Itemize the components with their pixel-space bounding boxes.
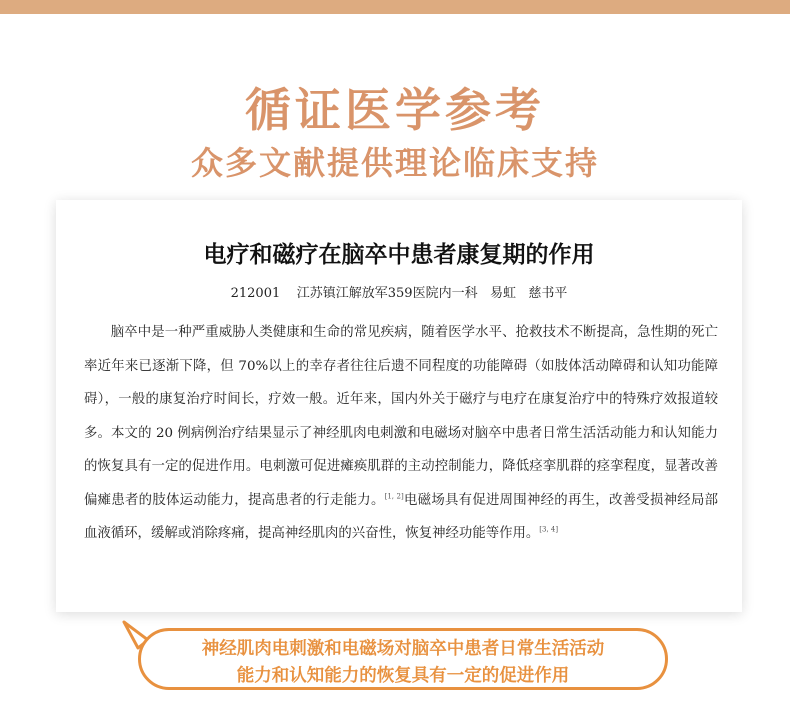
article-body-part1: 脑卒中是一种严重威胁人类健康和生命的常见疾病，随着医学水平、抢救技术不断提高，急性期的死亡率近年来已逐渐下降，但 70%以上的幸存者往往后遗不同程度的功能障碍（如肢体活动障碍和认知功能障碍），一般的康复治疗时间长，疗效一般。近年来，国内外关于磁疗与电疗在康复治疗中的特殊疗效报道较多。本文的 20 例病例治疗结果显示了神经肌肉电刺激和电磁场对脑卒中患者日常生活活动能力和认知能力的恢复具有一定的促进作用。电刺激可促进瘫痪肌群的主动控制能力，降低痉挛肌群的痉挛程度，显著改善偏瘫患者的肢体运动能力，提高患者的行走能力。 (84, 325, 718, 508)
article-body-part2: 电磁场具有促进周围神经的再生，改善受损神经局部血液循环，缓解或消除疼痛，提高神经肌肉的兴奋性，恢复神经功能等作用。 (84, 492, 718, 541)
citation-2: [3, 4] (539, 525, 559, 534)
page-title: 循证医学参考 (245, 83, 545, 137)
article-card (56, 200, 742, 612)
callout-box (138, 628, 668, 690)
citation-1: [1, 2] (384, 492, 404, 501)
article-title: 电疗和磁疗在脑卒中患者康复期的作用 (203, 241, 595, 268)
callout-line-1: 神经肌肉电刺激和电磁场对脑卒中患者日常生活活动 (201, 639, 605, 659)
page-subtitle: 众多文献提供理论临床支持 (190, 144, 599, 182)
article-byline: 212001 江苏镇江解放军359医院内一科 易虹 慈书平 (230, 286, 568, 301)
callout-line-2: 能力和认知能力的恢复具有一定的促进作用 (236, 666, 570, 686)
article-body (84, 316, 718, 551)
top-accent-bar (0, 0, 790, 14)
